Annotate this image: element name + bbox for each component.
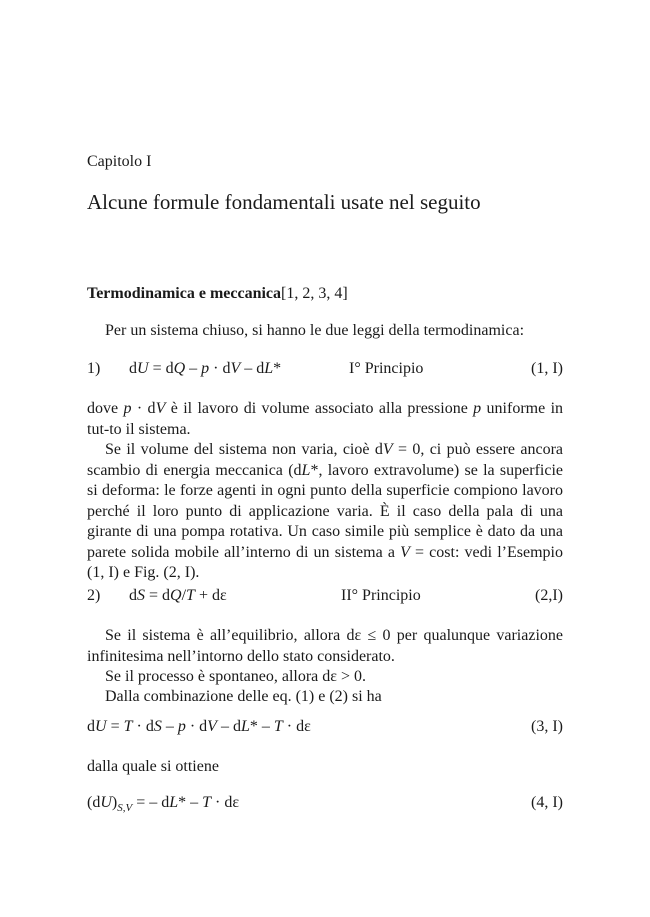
paragraph-spontaneous: Se il processo è spontaneo, allora dε > 0. — [105, 668, 367, 685]
section-heading — [87, 285, 348, 303]
intro-paragraph: Per un sistema chiuso, si hanno le due leggi della termodinamica: — [105, 322, 525, 339]
equation-index: 2) — [87, 587, 101, 604]
equation-label: II° Principio — [341, 587, 421, 604]
equation-index: 1) — [87, 360, 101, 377]
equation-formula: dS = dQ/T + dε — [129, 587, 227, 604]
equation-1 — [87, 360, 563, 382]
equation-3 — [87, 718, 563, 740]
section-references: [1, 2, 3, 4] — [281, 285, 348, 302]
chapter-title: Alcune formule fondamentali usate nel seguito — [87, 190, 481, 214]
equation-formula: $(dU)_{S,V}$ = – dL* – T · dε — [87, 794, 240, 814]
equation-label: I° Principio — [349, 360, 424, 377]
equation-number: (2,I) — [535, 587, 563, 604]
equation-4 — [87, 794, 563, 816]
section-title: Termodinamica e meccanica — [87, 285, 282, 302]
paragraph-derivation: dalla quale si ottiene — [87, 758, 219, 775]
equation-number: (4, I) — [531, 794, 563, 811]
paragraph-extravolume-work: Se il volume del sistema non varia, cioè dV = 0, ci può essere ancora scambio di energia meccanica (dL*, lavoro extravolume) se la superficie si deforma: le forze agenti in ogni punto della superficie compiono lavoro perché il loro punto di applicazione varia. È il caso della pala di una girante di una pompa rotativa. Un caso simile più semplice è dato da una parete solida mobile all’interno di un sistema a V = cost: vedi l’Esempio (1, I) e Fig. (2, I). — [87, 441, 564, 581]
paragraph-volume-work: dove p · dV è il lavoro di volume associato alla pressione p uniforme in tut-to il sistema. — [87, 400, 564, 438]
paragraph-combination: Dalla combinazione delle eq. (1) e (2) si ha — [105, 688, 382, 705]
equation-formula: dU = T · dS – p · dV – dL* – T · dε — [87, 718, 311, 735]
equation-formula: dU = dQ – p · dV – dL* — [129, 360, 282, 377]
equation-number: (3, I) — [531, 718, 563, 735]
paragraph-equilibrium: Se il sistema è all’equilibrio, allora dε ≤ 0 per qualunque variazione infinitesima nell’intorno dello stato considerato. — [87, 627, 563, 665]
equation-2 — [87, 587, 563, 609]
equation-number: (1, I) — [531, 360, 563, 377]
chapter-label: Capitolo I — [87, 153, 152, 170]
equation-subscript: S,V — [117, 802, 133, 814]
